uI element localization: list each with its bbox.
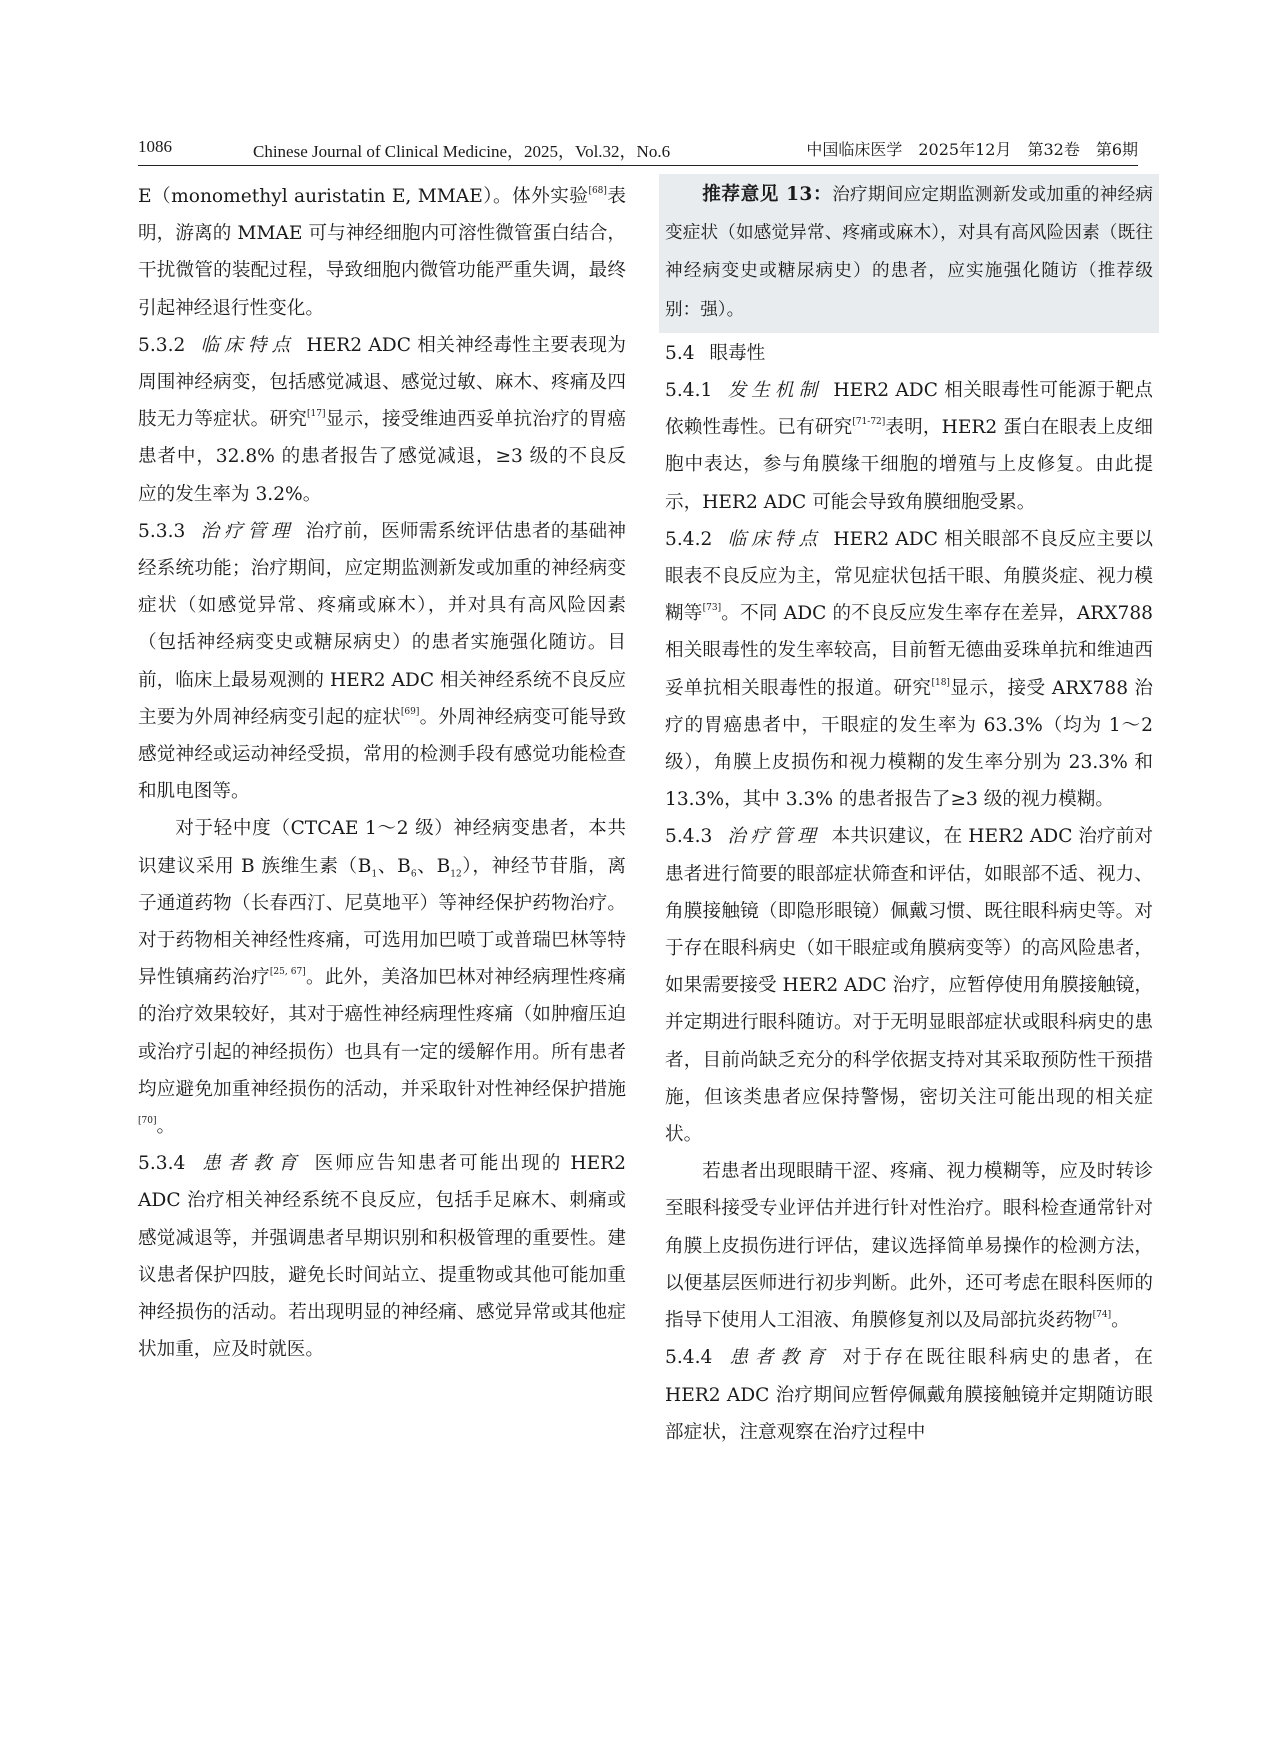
section-heading: 眼毒性 (709, 342, 766, 364)
section-number: 5.3.3 (138, 520, 186, 542)
right-column (665, 178, 1153, 1451)
page-number: 1086 (138, 137, 172, 156)
section-number: 5.4.1 (665, 380, 713, 402)
citation: [69] (400, 706, 420, 717)
paragraph-eye-treatment: 若患者出现眼睛干涩、疼痛、视力模糊等，应及时转诊至眼科接受专业评估并进行针对性治疗。眼科检查通常针对角膜上皮损伤进行评估，建议选择简单易操作的检测方法，以便基层医师进行初步判断。此外，还可考虑在眼科医师的指导下使用人工泪液、角膜修复剂以及局部抗炎药物[74]。 (665, 1161, 1153, 1332)
citation: [25, 67] (269, 967, 306, 978)
paragraph-mmae: E（monomethyl auristatin E, MMAE）。体外实验[68]表明，游离的 MMAE 可与神经细胞内可溶性微管蛋白结合，干扰微管的装配过程，导致细胞内微管功能严重失调，最终引起神经退行性变化。 (138, 186, 626, 319)
section-5-3-2: 5.3.2 临床特点 HER2 ADC 相关神经毒性主要表现为周围神经病变，包括感觉减退、感觉过敏、麻木、疼痛及四肢无力等症状。研究[17]显示，接受维迪西妥单抗治疗的胃癌患者中，32.8% 的患者报告了感觉减退，≥3 级的不良反应的发生率为 3.2%。 (138, 334, 626, 505)
section-5-4-1: 5.4.1 发生机制 HER2 ADC 相关眼毒性可能源于靶点依赖性毒性。已有研究[71-72]表明，HER2 蛋白在眼表上皮细胞中表达，参与角膜缘干细胞的增殖与上皮修复。由此提示，HER2 ADC 可能会导致角膜细胞受累。 (665, 380, 1153, 513)
section-number: 5.4.2 (665, 528, 713, 550)
citation: [71-72] (852, 417, 886, 428)
section-heading: 临床特点 (727, 528, 823, 550)
recommendation-text: 治疗期间应定期监测新发或加重的神经病变症状（如感觉异常、疼痛或麻木），对具有高风险因素（既往神经病变史或糖尿病史）的患者，应实施强化随访（推荐级别：强）。 (665, 185, 1153, 320)
section-number: 5.4.4 (665, 1347, 713, 1369)
recommendation-box (659, 174, 1159, 333)
section-heading: 患者教育 (727, 1347, 832, 1369)
section-number: 5.3.4 (138, 1153, 186, 1175)
citation: [70] (138, 1116, 157, 1127)
journal-title-en: Chinese Journal of Clinical Medicine，2025，Vol.32，No.6 (253, 142, 671, 161)
section-number: 5.4.3 (665, 826, 713, 848)
citation: [73] (702, 603, 722, 614)
section-5-4-3: 5.4.3 治疗管理 本共识建议，在 HER2 ADC 治疗前对患者进行简要的眼部症状筛查和评估，如眼部不适、视力、角膜接触镜（即隐形眼镜）佩戴习惯、既往眼科病史等。对于存在眼科病史（如干眼症或角膜病变等）的高风险患者，如果需要接受 HER2 ADC 治疗，应暂停使用角膜接触镜，并定期进行眼科随访。对于无明显眼部症状或眼科病史的患者，目前尚缺乏充分的科学依据支持对其采取预防性干预措施，但该类患者应保持警惕，密切关注可能出现的相关症状。 (665, 826, 1153, 1146)
recommendation-label: 推荐意见 13： (702, 184, 833, 205)
section-heading: 患者教育 (200, 1153, 304, 1175)
section-number: 5.3.2 (138, 334, 186, 356)
section-5-3-4: 5.3.4 患者教育 医师应告知患者可能出现的 HER2 ADC 治疗相关神经系统不良反应，包括手足麻木、刺痛或感觉减退等，并强调患者早期识别和积极管理的重要性。建议患者保护四肢，避免长时间站立、提重物或其他可能加重神经损伤的活动。若出现明显的神经痛、感觉异常或其他症状加重，应及时就医。 (138, 1153, 626, 1361)
section-heading: 临床特点 (200, 334, 296, 356)
running-header (138, 135, 1138, 166)
section-5-4-2: 5.4.2 临床特点 HER2 ADC 相关眼部不良反应主要以眼表不良反应为主，常见症状包括干眼、角膜炎症、视力模糊等[73]。不同 ADC 的不良反应发生率存在差异，ARX788 相关眼毒性的发生率较高，目前暂无德曲妥珠单抗和维迪西妥单抗相关眼毒性的报道。研究[18]显示，接受 ARX788 治疗的胃癌患者中，干眼症的发生率为 63.3%（均为 1～2 级），角膜上皮损伤和视力模糊的发生率分别为 23.3% 和 13.3%，其中 3.3% 的患者报告了≥3 级的视力模糊。 (665, 528, 1153, 811)
section-number: 5.4 (665, 342, 695, 364)
citation: [74] (1092, 1310, 1112, 1321)
left-column (138, 178, 626, 1369)
citation: [18] (931, 677, 950, 688)
section-heading: 发生机制 (727, 380, 823, 402)
section-heading: 治疗管理 (200, 520, 295, 542)
citation: [17] (307, 409, 326, 420)
paragraph-neuro-treatment: 对于轻中度（CTCAE 1～2 级）神经病变患者，本共识建议采用 B 族维生素（$B_1$、$B_6$、$B_{12}$），神经节苷脂，离子通道药物（长春西汀、尼莫地平）等神经保护药物治疗。对于药物相关神经性疼痛，可选用加巴喷丁或普瑞巴林等特异性镇痛药治疗[25, 67]。此外，美洛加巴林对神经病理性疼痛的治疗效果较好，其对于癌性神经病理性疼痛（如肿瘤压迫或治疗引起的神经损伤）也具有一定的缓解作用。所有患者均应避免加重神经损伤的活动，并采取针对性神经保护措施[70]。 (138, 818, 626, 1138)
section-heading: 治疗管理 (727, 826, 821, 848)
section-5-3-3: 5.3.3 治疗管理 治疗前，医师需系统评估患者的基础神经系统功能；治疗期间，应定期监测新发或加重的神经病变症状（如感觉异常、疼痛或麻木），并对具有高风险因素（包括神经病变史或糖尿病史）的患者实施强化随访。目前，临床上最易观测的 HER2 ADC 相关神经系统不良反应主要为外周神经病变引起的症状[69]。外周神经病变可能导致感觉神经或运动神经受损，常用的检测手段有感觉功能检查和肌电图等。 (138, 520, 626, 803)
journal-title-zh: 中国临床医学 2025年12月 第32卷 第6期 (806, 140, 1138, 159)
section-5-4 (665, 335, 1153, 372)
section-5-4-4: 5.4.4 患者教育 对于存在既往眼科病史的患者，在 HER2 ADC 治疗期间应暂停佩戴角膜接触镜并定期随访眼部症状，注意观察在治疗过程中 (665, 1347, 1153, 1443)
citation: [68] (588, 186, 607, 196)
